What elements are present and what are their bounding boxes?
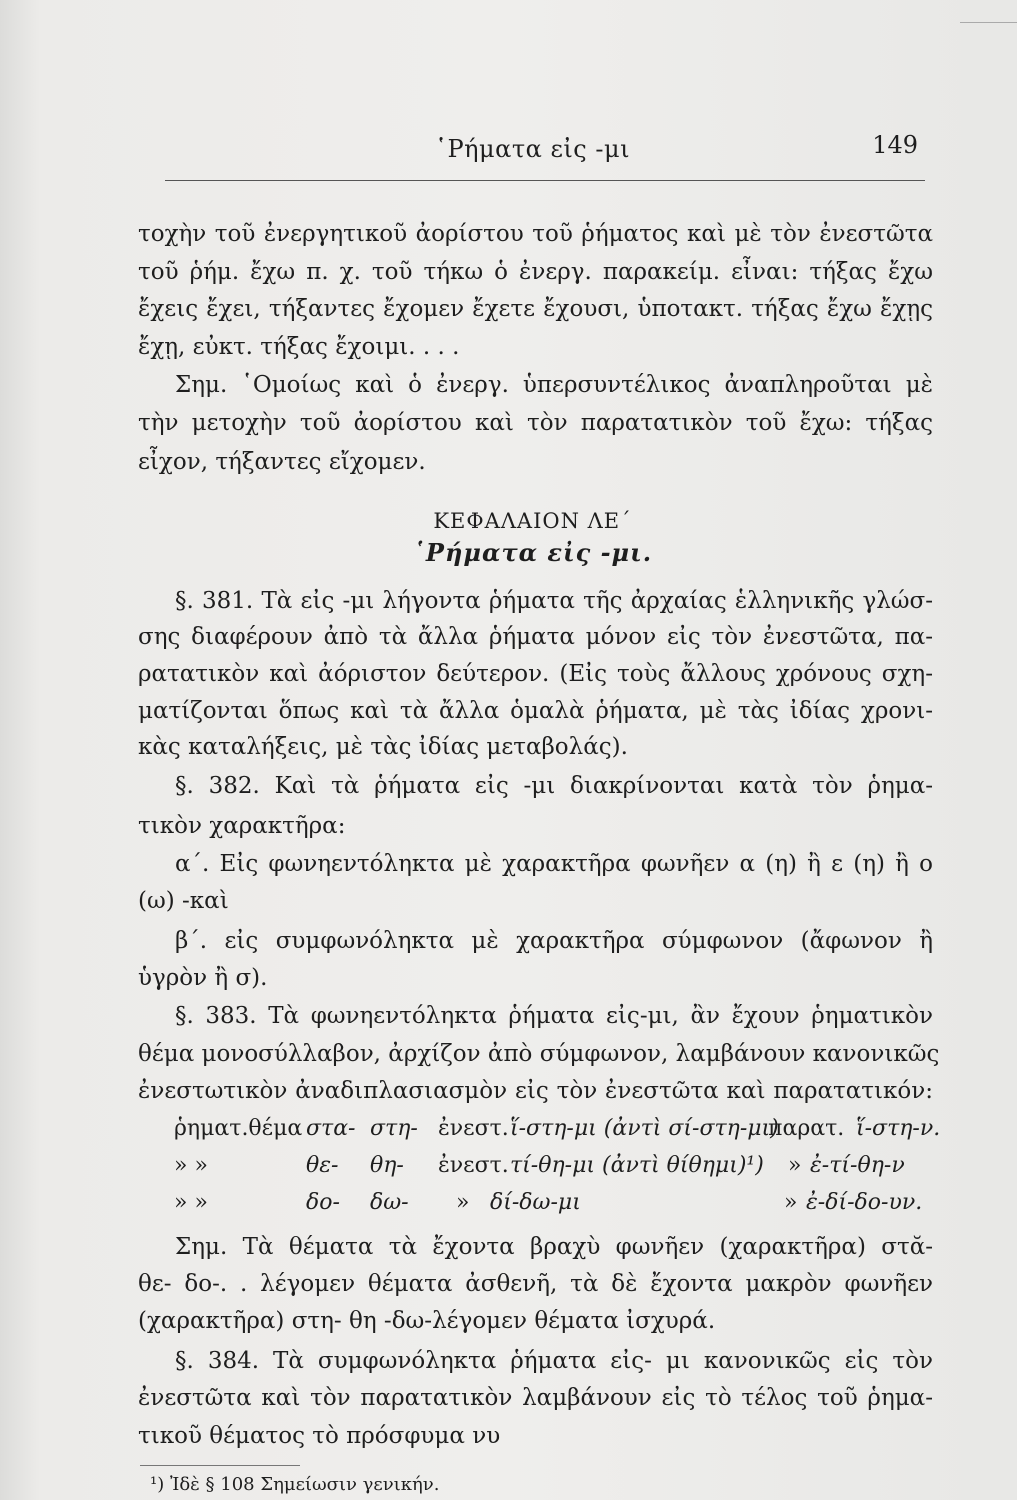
text-line: τοῦ ῥήμ. ἔχω π. χ. τοῦ τήκω ὁ ἐνεργ. παρακείμ. εἶναι: τήξας ἔχω [138,259,933,285]
text-line: τὴν μετοχὴν τοῦ ἀορίστου καὶ τὸν παρατατικὸν τοῦ ἔχω: τήξας [138,410,933,436]
header-title: ῾Ρήματα εἰς -μι [435,135,630,163]
verb-row [138,1190,938,1222]
text-line: σης διαφέρουν ἀπὸ τὰ ἄλλα ῥήματα μόνον εἰς τὸν ἐνεστῶτα, πα- [138,624,933,650]
text-line: §. 383. Τὰ φωνηεντόληκτα ῥήματα εἰς-μι, ἂν ἔχουν ῥηματικὸν [175,1003,933,1029]
verb-present-label: ἐνεστ. [438,1116,509,1141]
verb-label: » » [174,1153,208,1178]
text-line: ἔχῃ, εὐκτ. τήξας ἔχοιμι. . . . [138,334,460,360]
text-line: Σημ. ῾Ομοίως καὶ ὁ ἐνεργ. ὑπερσυντέλικος ἀναπληροῦται μὲ [175,372,933,398]
verb-imperfect-label: » [784,1190,798,1215]
verb-stem: δο- [306,1190,340,1215]
verb-imperfect: ἐ-δί-δο-υν. [806,1190,923,1215]
verb-imperfect-label: » [788,1153,802,1178]
text-line: θε- δο-. . λέγομεν θέματα ἀσθενῆ, τὰ δὲ ἔχοντα μακρὸν φωνῆεν [138,1271,933,1297]
text-line: τικοῦ θέματος τὸ πρόσφυμα νυ [138,1423,501,1449]
text-line: ἐνεστῶτα καὶ τὸν παρατατικὸν λαμβάνουν εἰς τὸ τέλος τοῦ ῥημα- [138,1385,933,1411]
verb-row [138,1116,941,1148]
text-line: (χαρακτῆρα) στη- θη -δω-λέγομεν θέματα ἰσχυρά. [138,1308,716,1334]
text-line: α΄. Εἰς φωνηεντόληκτα μὲ χαρακτῆρα φωνῆεν α (η) ἢ ε (η) ἢ ο [175,851,933,877]
verb-strong-stem: θη- [370,1153,404,1178]
text-line: τικὸν χαρακτῆρα: [138,813,346,839]
text-line: κὰς καταλήξεις, μὲ τὰς ἰδίας μεταβολάς). [138,734,628,760]
chapter-subtitle: ῾Ρήματα εἰς -μι. [412,538,653,567]
text-line: εἶχον, τήξαντες εἴχομεν. [138,449,426,475]
verb-imperfect: ἵ-στη-ν. [856,1116,941,1141]
verb-present-label: » [456,1190,470,1215]
verb-stem: θε- [306,1153,339,1178]
verb-strong-stem: δω- [370,1190,409,1215]
verb-imperfect-label: παρατ. [768,1116,845,1141]
text-line: §. 382. Καὶ τὰ ῥήματα εἰς -μι διακρίνονται κατὰ τὸν ῥημα- [175,773,933,799]
verb-label: ῥηματ.θέμα [174,1116,303,1141]
verb-row [138,1153,938,1185]
verb-present: ἵ-στη-μι (ἀντὶ σί-στη-μι) [510,1116,779,1141]
verb-present-label: ἐνεστ. [438,1153,509,1178]
text-line: ρατατικὸν καὶ ἀόριστον δεύτερον. (Εἰς τοὺς ἄλλους χρόνους σχη- [138,661,933,687]
text-line: §. 384. Τὰ συμφωνόληκτα ῥήματα εἰς- μι κανονικῶς εἰς τὸν [175,1348,933,1374]
page-number: 149 [872,131,918,159]
text-line: ματίζονται ὅπως καὶ τὰ ἄλλα ὁμαλὰ ῥήματα, μὲ τὰς ἰδίας χρονι- [138,698,933,724]
footnote: ¹) Ἰδὲ § 108 Σημείωσιν γενικήν. [150,1474,440,1495]
page-edge [960,0,1017,23]
text-line: τοχὴν τοῦ ἐνεργητικοῦ ἀορίστου τοῦ ῥήματος καὶ μὲ τὸν ἐνεστῶτα [138,221,933,247]
verb-label: » » [174,1190,208,1215]
footnote-rule [140,1465,300,1466]
text-line: (ω) -καὶ [138,888,229,914]
verb-strong-stem: στη- [370,1116,418,1141]
running-header [135,131,930,175]
verb-present: τί-θη-μι (ἀντὶ θίθημι)¹) [510,1153,764,1178]
text-line: Σημ. Τὰ θέματα τὰ ἔχοντα βραχὺ φωνῆεν (χαρακτῆρα) στᾰ- [175,1234,933,1260]
text-line: §. 381. Τὰ εἰς -μι λήγοντα ῥήματα τῆς ἀρχαίας ἑλληνικῆς γλώσ- [175,588,933,614]
text-line: θέμα μονοσύλλαβον, ἀρχίζον ἀπὸ σύμφωνον, λαμβάνουν κανονικῶς [138,1041,940,1067]
text-line: ὑγρὸν ἢ σ). [138,965,268,991]
text-line: ἔχεις ἔχει, τήξαντες ἔχομεν ἔχετε ἔχουσι, ὑποτακτ. τήξας ἔχω ἔχῃς [138,296,933,322]
verb-present: δί-δω-μι [490,1190,581,1215]
header-rule [165,180,925,181]
verb-stem: στα- [306,1116,356,1141]
chapter-title: ΚΕΦΑΛΑΙΟΝ ΛΕ΄ [433,509,632,533]
text-line: β΄. εἰς συμφωνόληκτα μὲ χαρακτῆρα σύμφωνον (ἄφωνον ἢ [175,928,933,954]
text-line: ἐνεστωτικὸν ἀναδιπλασιασμὸν εἰς τὸν ἐνεστῶτα καὶ παρατατικόν: [138,1078,933,1104]
verb-imperfect: ἐ-τί-θη-ν [810,1153,905,1178]
